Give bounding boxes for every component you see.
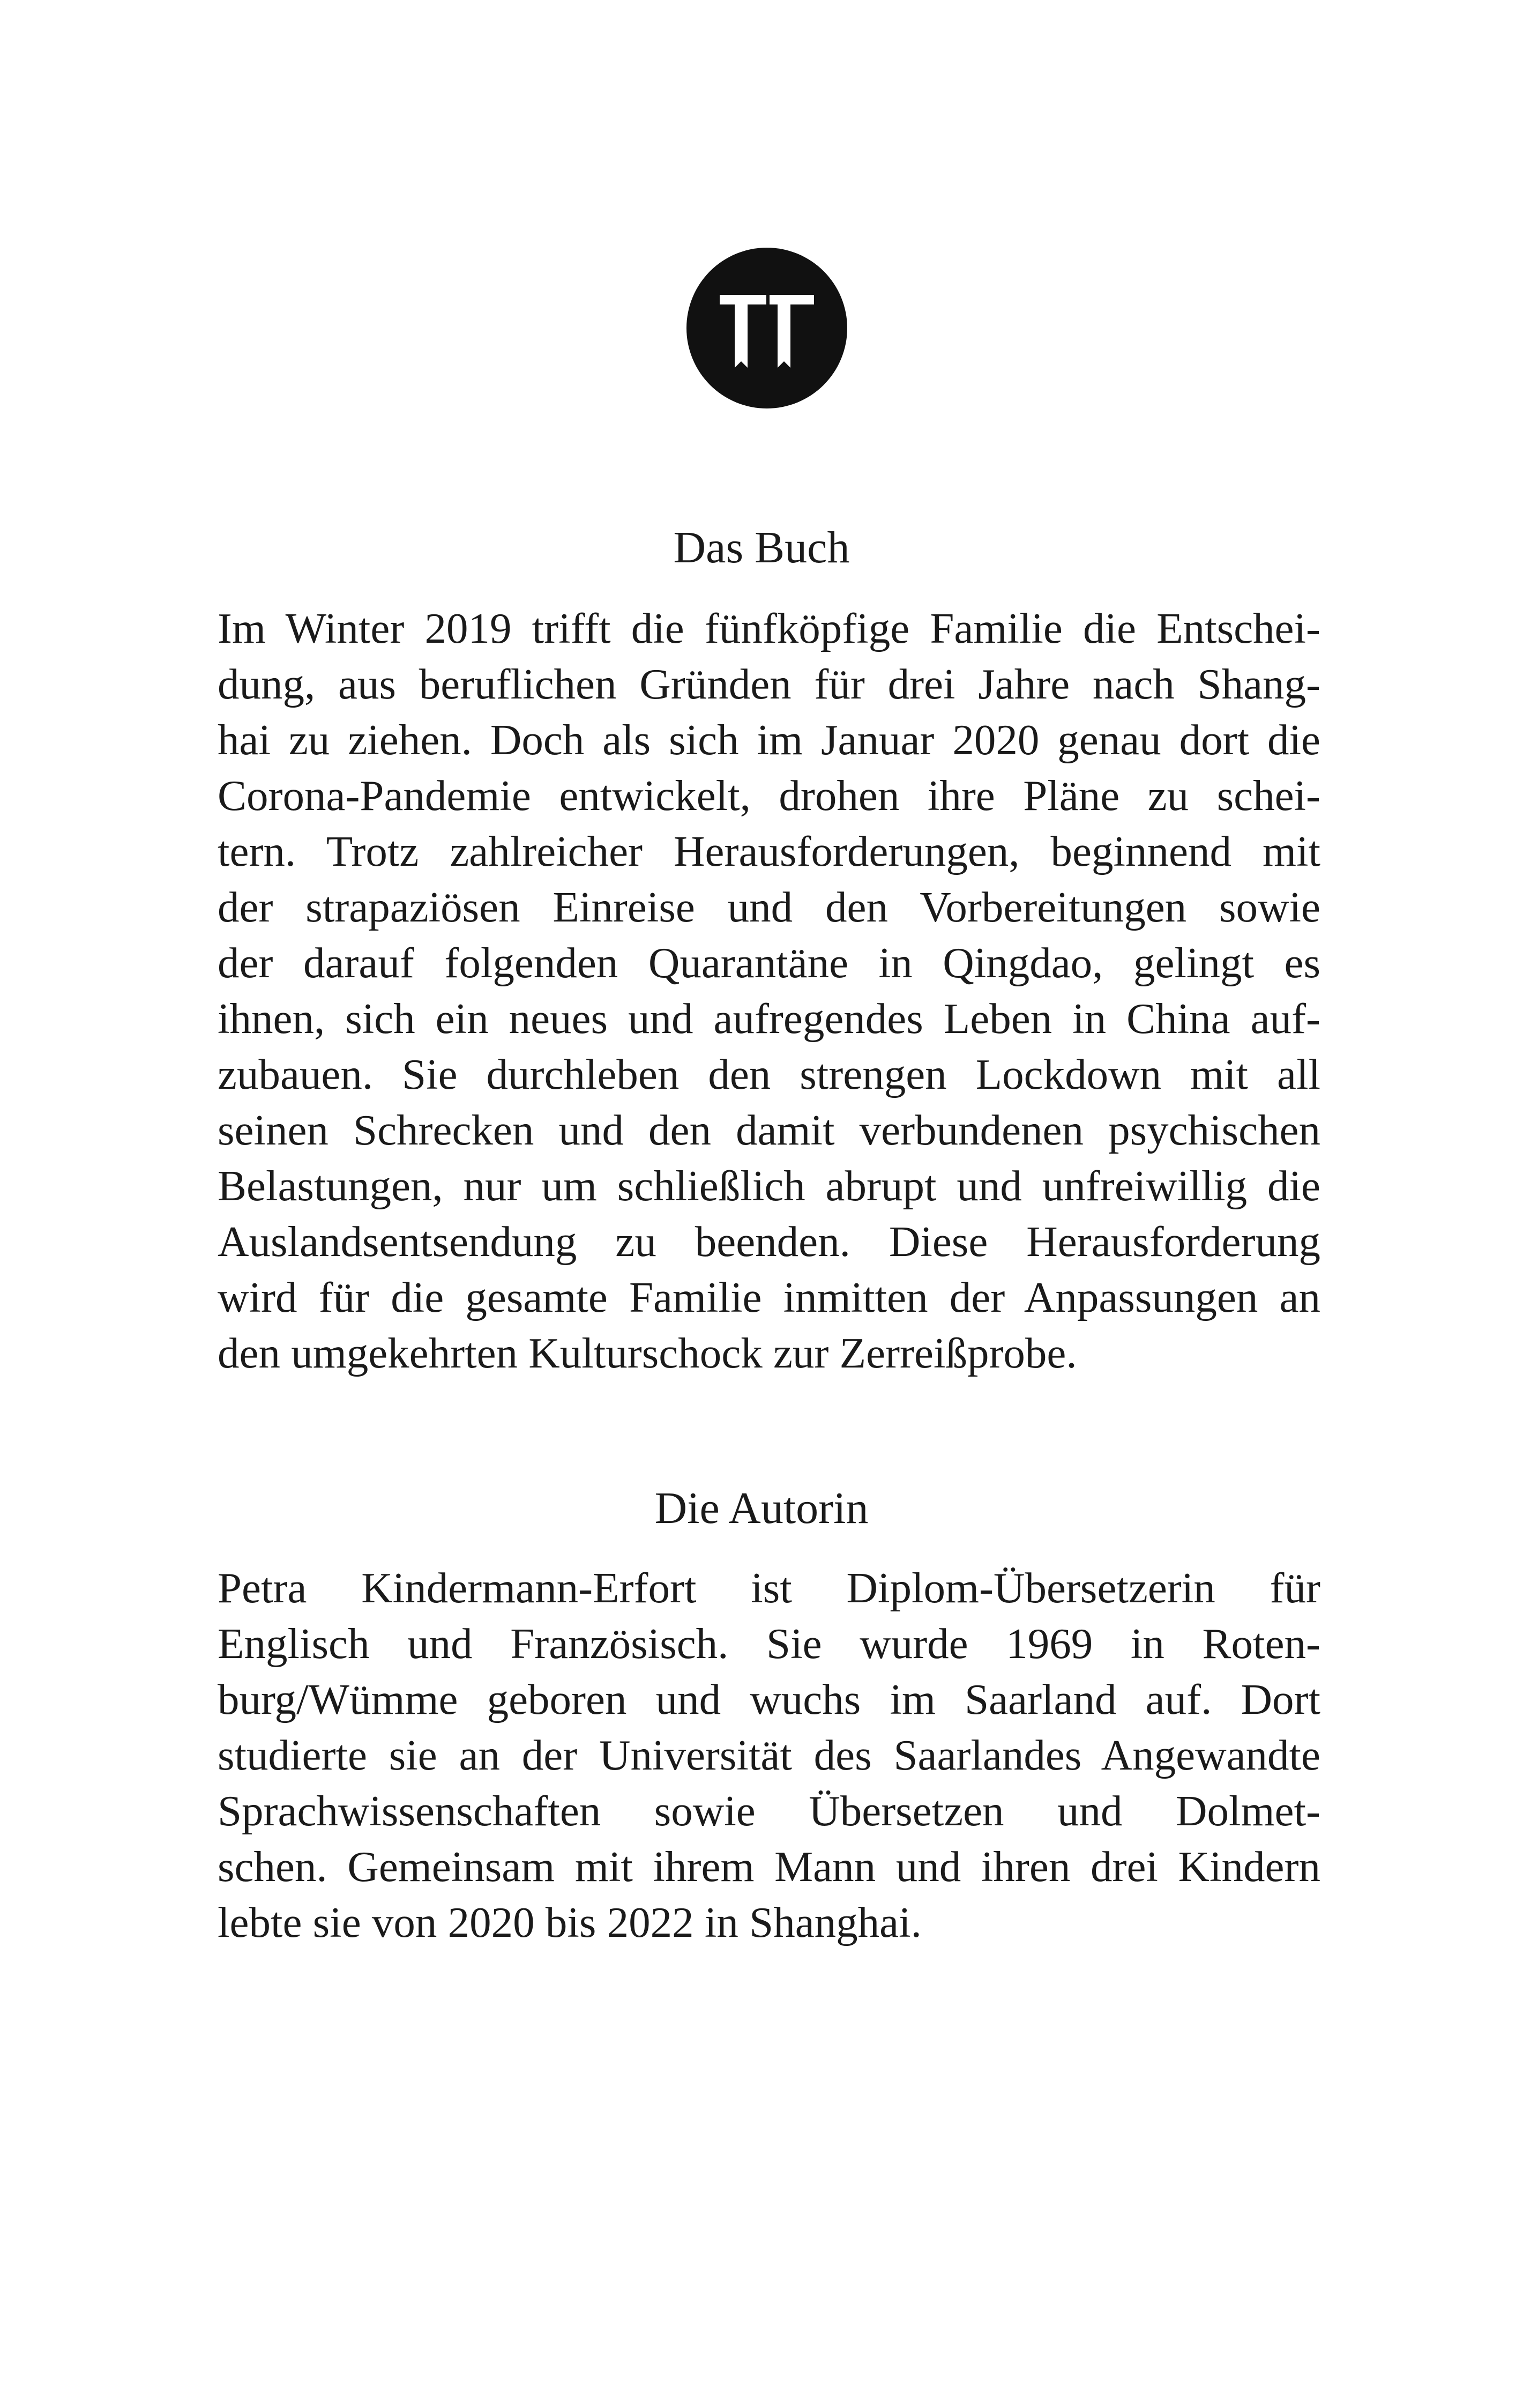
book-line: seinen Schrecken und den damit verbundenen psychischen xyxy=(218,1106,1320,1154)
author-line: schen. Gemeinsam mit ihrem Mann und ihren drei Kindern xyxy=(218,1842,1320,1891)
book-line: Belastungen, nur um schließlich abrupt und unfreiwillig die xyxy=(218,1162,1320,1210)
book-line: hai zu ziehen. Doch als sich im Januar 2020 genau dort die xyxy=(218,716,1320,764)
book-line: dung, aus beruflichen Gründen für drei Jahre nach Shang- xyxy=(218,660,1320,708)
book-line: Auslandsentsendung zu beenden. Diese Herausforderung xyxy=(218,1217,1320,1266)
book-line: tern. Trotz zahlreicher Herausforderungen, beginnend mit xyxy=(218,827,1320,875)
author-line: Englisch und Französisch. Sie wurde 1969 in Roten- xyxy=(218,1619,1320,1668)
author-biography xyxy=(218,1560,1320,1950)
book-line: den umgekehrten Kulturschock zur Zerreißprobe. xyxy=(218,1329,1077,1377)
book-description xyxy=(218,600,1320,1381)
author-line: studierte sie an der Universität des Saarlandes Angewandte xyxy=(218,1731,1320,1779)
book-line: der strapaziösen Einreise und den Vorbereitungen sowie xyxy=(218,883,1320,931)
book-line: Im Winter 2019 trifft die fünfköpfige Familie die Entschei- xyxy=(218,604,1320,652)
publisher-logo-icon xyxy=(686,248,847,408)
book-line: wird für die gesamte Familie inmitten der Anpassungen an xyxy=(218,1273,1320,1321)
book-line: Corona-Pandemie entwickelt, drohen ihre Pläne zu schei- xyxy=(218,771,1320,820)
author-line: Sprachwissenschaften sowie Übersetzen und Dolmet- xyxy=(218,1787,1320,1835)
book-line: der darauf folgenden Quarantäne in Qingdao, gelingt es xyxy=(218,939,1320,987)
author-line: lebte sie von 2020 bis 2022 in Shanghai. xyxy=(218,1898,922,1946)
book-line: ihnen, sich ein neues und aufregendes Leben in China auf- xyxy=(218,994,1320,1043)
book-line: zubauen. Sie durchleben den strengen Lockdown mit all xyxy=(218,1050,1320,1098)
book-section-heading: Das Buch xyxy=(673,523,850,573)
author-section-heading: Die Autorin xyxy=(654,1483,869,1533)
author-line: burg/Wümme geboren und wuchs im Saarland auf. Dort xyxy=(218,1675,1320,1723)
author-line: Petra Kindermann-Erfort ist Diplom-Übersetzerin für xyxy=(218,1564,1320,1612)
